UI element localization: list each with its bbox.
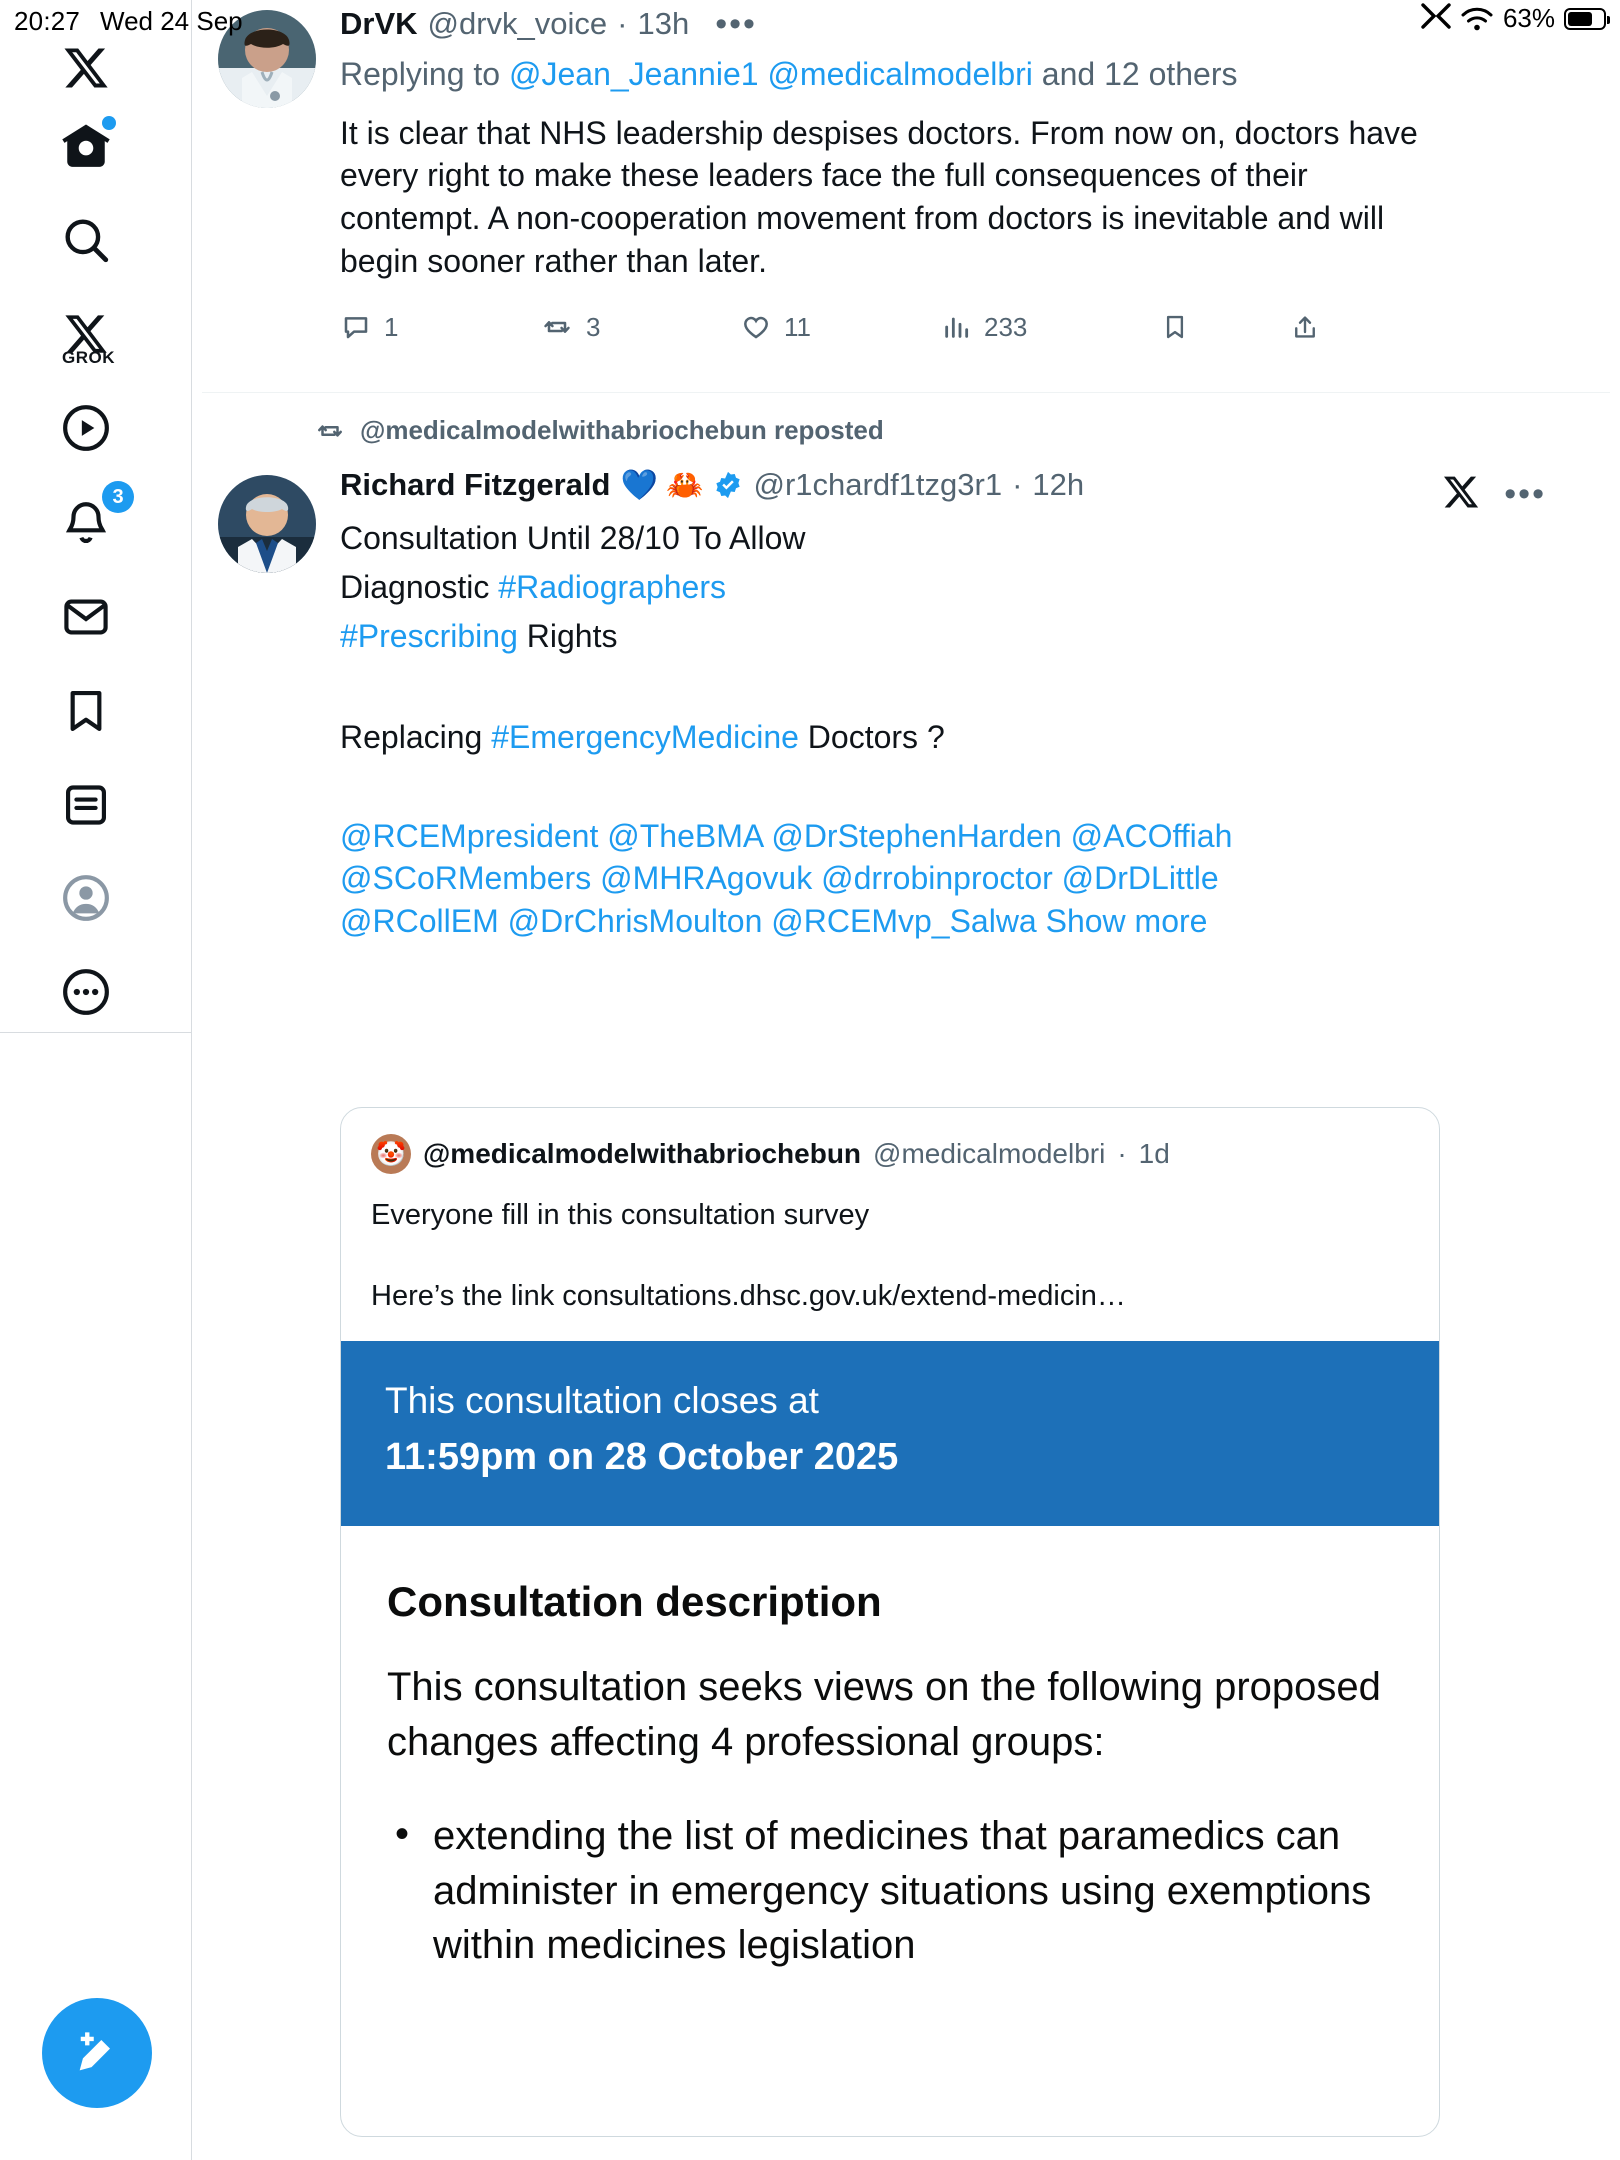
separator: · (1117, 1138, 1127, 1169)
quoted-handle: @medicalmodelbri (873, 1138, 1106, 1169)
post-line-1: Consultation Until 28/10 To Allow (340, 520, 806, 556)
bookmark-icon (1160, 311, 1190, 343)
more-circle-icon (61, 967, 111, 1017)
sidebar-item-home[interactable] (40, 100, 132, 192)
sidebar-item-profile[interactable] (40, 852, 132, 944)
status-time: 20:27 (14, 6, 81, 36)
sidebar-item-search[interactable] (40, 194, 132, 286)
mention-0[interactable]: @RCEMpresident (340, 817, 599, 854)
hashtag-radiographers[interactable]: #Radiographers (498, 568, 726, 605)
mention-1[interactable]: @TheBMA (607, 817, 763, 854)
sidebar-item-video[interactable] (40, 382, 132, 474)
mentions-block (340, 815, 1240, 944)
home-icon (61, 121, 111, 171)
quoted-timestamp: 1d (1138, 1138, 1170, 1169)
status-right-cluster (1421, 2, 1606, 35)
bookmark-icon (61, 686, 111, 736)
quoted-media[interactable] (341, 1341, 1439, 1972)
author-display-name: DrVK (340, 6, 418, 41)
grok-icon[interactable] (1442, 473, 1480, 516)
avatar-emoji: 🤡 (376, 1140, 406, 1168)
separator: · (617, 6, 628, 41)
compose-post-button[interactable] (42, 1998, 152, 2108)
notifications-badge: 3 (102, 481, 134, 513)
replying-to-suffix: and 12 others (1041, 56, 1238, 92)
more-options-icon[interactable]: ••• (715, 4, 757, 43)
mention-9[interactable]: @DrChrisMoulton (507, 903, 763, 940)
lists-icon (61, 780, 111, 830)
post-line-2-text: Diagnostic (340, 568, 499, 605)
avatar (371, 1134, 411, 1174)
battery-icon (1564, 8, 1606, 30)
quoted-text-line-1: Everyone fill in this consultation survey (371, 1199, 870, 1231)
post-richard-fitzgerald[interactable] (192, 393, 1620, 2153)
sidebar-item-notifications[interactable] (40, 477, 132, 569)
post-timestamp: 13h (637, 6, 690, 41)
mention-7[interactable]: @DrDLittle (1061, 860, 1219, 897)
repost-count: 3 (586, 311, 601, 342)
post-actions (340, 311, 1320, 343)
timeline (192, 0, 1620, 2160)
banner-line-2: 11:59pm on 28 October 2025 (385, 1435, 899, 1478)
status-bar (0, 0, 1620, 42)
consultation-banner (341, 1341, 1439, 1526)
views-action[interactable] (940, 311, 1160, 343)
carrier-x-icon (1421, 3, 1451, 36)
mention-4[interactable]: @SCoRMembers (340, 860, 592, 897)
compose-icon (71, 2027, 123, 2079)
envelope-icon (61, 592, 111, 642)
avatar-image (218, 475, 316, 573)
show-more-link[interactable]: Show more (1045, 903, 1208, 940)
author-emoji: 💙 🦀 (620, 468, 704, 502)
repost-icon (314, 416, 346, 446)
sidebar-item-lists[interactable] (40, 759, 132, 851)
sidebar (0, 0, 192, 2160)
bookmark-action[interactable] (1160, 311, 1290, 343)
quoted-post-card[interactable] (340, 1107, 1440, 2137)
post-line-3-text: Rights (517, 617, 618, 654)
home-unread-dot (102, 116, 116, 130)
more-options-icon[interactable]: ••• (1504, 475, 1546, 513)
post-author-row[interactable] (340, 467, 1590, 513)
status-date: Wed 24 Sep (100, 6, 243, 36)
author-display-name: Richard Fitzgerald (340, 467, 611, 502)
quoted-text-line-2: Here’s the link consultations.dhsc.gov.uk/extend-medicin… (371, 1280, 1126, 1313)
search-icon (61, 215, 111, 265)
video-play-icon (61, 403, 111, 453)
sidebar-divider (0, 1032, 192, 1033)
like-count: 11 (784, 311, 811, 342)
like-action[interactable] (740, 311, 940, 343)
analytics-icon (940, 311, 972, 343)
sidebar-item-grok-label: GROK (62, 348, 115, 367)
reply-action[interactable] (340, 311, 540, 343)
mention-2[interactable]: @DrStephenHarden (771, 817, 1062, 854)
document-paragraph: This consultation seeks views on the following proposed changes affecting 4 professional groups: (387, 1665, 1381, 1764)
mention-5[interactable]: @MHRAgovuk (600, 860, 813, 897)
reply-count: 1 (384, 311, 399, 342)
repost-header-text: @medicalmodelwithabriochebun reposted (360, 415, 884, 445)
view-count: 233 (984, 311, 1028, 342)
hashtag-prescribing[interactable]: #Prescribing (340, 617, 518, 654)
quoted-author-row[interactable] (371, 1134, 1409, 1174)
sidebar-item-more[interactable] (40, 946, 132, 1038)
reply-icon (340, 311, 372, 343)
document-heading: Consultation description (387, 1578, 882, 1626)
post-timestamp: 12h (1032, 467, 1085, 502)
profile-icon (61, 873, 111, 923)
hashtag-emergencymedicine[interactable]: #EmergencyMedicine (491, 718, 799, 755)
avatar[interactable] (218, 475, 316, 573)
quoted-display-name: @medicalmodelwithabriochebun (423, 1138, 862, 1169)
mention-6[interactable]: @drrobinproctor (821, 860, 1053, 897)
post-line-3 (340, 615, 1590, 658)
post-line-2 (340, 566, 1590, 609)
mention-3[interactable]: @ACOffiah (1070, 817, 1233, 854)
repost-header (314, 415, 1594, 446)
consultation-document (341, 1526, 1439, 1972)
repost-icon (540, 311, 574, 343)
replying-to-prefix: Replying to (340, 56, 501, 92)
post-line-replacing (340, 716, 1590, 759)
repost-action[interactable] (540, 311, 740, 343)
x-logo-icon (62, 44, 110, 92)
replacing-prefix: Replacing (340, 718, 492, 755)
separator: · (1012, 467, 1023, 502)
replying-to-user-2[interactable]: @medicalmodelbri (767, 56, 1033, 92)
wifi-icon (1460, 6, 1494, 32)
verified-badge-icon (713, 470, 743, 500)
author-handle: @drvk_voice (427, 6, 608, 41)
share-action[interactable] (1290, 311, 1320, 343)
replacing-suffix: Doctors ? (798, 718, 945, 755)
replying-to-line (340, 54, 1590, 96)
heart-icon (740, 311, 772, 343)
mention-10[interactable]: @RCEMvp_Salwa (771, 903, 1037, 940)
banner-line-1: This consultation closes at (385, 1379, 819, 1421)
document-bullet-1: • extending the list of medicines that paramedics can administer in emergency situations using exemptions within medicines legislation (387, 1809, 1393, 1972)
post-text: It is clear that NHS leadership despises doctors. From now on, doctors have every right to make these leaders face the full consequences of their contempt. A non-cooperation movement from doctors is inevitable and will begin sooner rather than later. (340, 114, 1418, 280)
sidebar-item-bookmarks[interactable] (40, 665, 132, 757)
battery-percent: 63% (1502, 3, 1555, 33)
sidebar-item-messages[interactable] (40, 571, 132, 663)
post-drvk[interactable] (192, 0, 1620, 392)
post-right-icons (1442, 473, 1546, 516)
author-handle: @r1chardf1tzg3r1 (753, 467, 1003, 502)
mention-8[interactable]: @RCollEM (340, 903, 499, 940)
replying-to-user-1[interactable]: @Jean_Jeannie1 (508, 56, 759, 92)
share-icon (1290, 311, 1320, 343)
